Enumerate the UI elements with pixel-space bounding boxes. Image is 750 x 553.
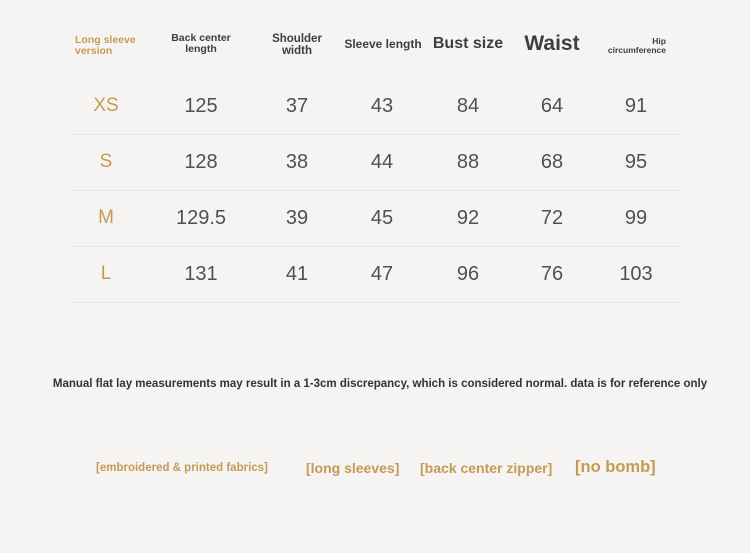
sleeve-length-value: 45	[370, 207, 394, 229]
table-row	[72, 190, 684, 247]
hip-circumference-value: 91	[624, 95, 648, 117]
shoulder-width-value: 39	[285, 207, 309, 229]
table-row	[72, 134, 684, 191]
bust-size-value: 96	[456, 263, 480, 285]
bust-size-value: 84	[456, 95, 480, 117]
size-label: S	[99, 151, 113, 172]
header-waist: Waist	[524, 32, 580, 55]
back-center-length-value: 131	[184, 263, 218, 285]
header-version: Long sleeve version	[75, 34, 136, 58]
hip-circumference-value: 99	[624, 207, 648, 229]
sleeve-length-value: 47	[370, 263, 394, 285]
header-bust-size: Bust size	[432, 35, 504, 52]
size-label: XS	[93, 95, 119, 116]
back-center-length-value: 125	[184, 95, 218, 117]
bust-size-value: 88	[456, 151, 480, 173]
size-label: M	[98, 207, 114, 228]
bust-size-value: 92	[456, 207, 480, 229]
header-sleeve-length: Sleeve length	[344, 37, 422, 51]
shoulder-width-value: 37	[285, 95, 309, 117]
tag-zipper: [back center zipper]	[420, 460, 553, 476]
shoulder-width-value: 41	[285, 263, 309, 285]
size-label: L	[100, 263, 112, 284]
header-hip-circumference: Hip circumference	[607, 36, 666, 55]
waist-value: 76	[540, 263, 564, 285]
measurement-note: Manual flat lay measurements may result in a 1-3cm discrepancy, which is considered normal. data is for reference only	[52, 378, 708, 390]
sleeve-length-value: 43	[370, 95, 394, 117]
tag-fabric: [embroidered & printed fabrics]	[96, 462, 268, 474]
back-center-length-value: 128	[184, 151, 218, 173]
table-row	[72, 246, 684, 303]
waist-value: 64	[540, 95, 564, 117]
tag-no-bomb: [no bomb]	[575, 458, 656, 476]
sleeve-length-value: 44	[370, 151, 394, 173]
header-back-center-length: Back center length	[171, 32, 231, 56]
tag-sleeves: [long sleeves]	[306, 460, 400, 476]
back-center-length-value: 129.5	[175, 207, 227, 229]
table-row	[72, 78, 684, 135]
hip-circumference-value: 95	[624, 151, 648, 173]
waist-value: 68	[540, 151, 564, 173]
hip-circumference-value: 103	[619, 263, 653, 285]
shoulder-width-value: 38	[285, 151, 309, 173]
header-shoulder-width: Shoulder width	[272, 33, 322, 58]
waist-value: 72	[540, 207, 564, 229]
